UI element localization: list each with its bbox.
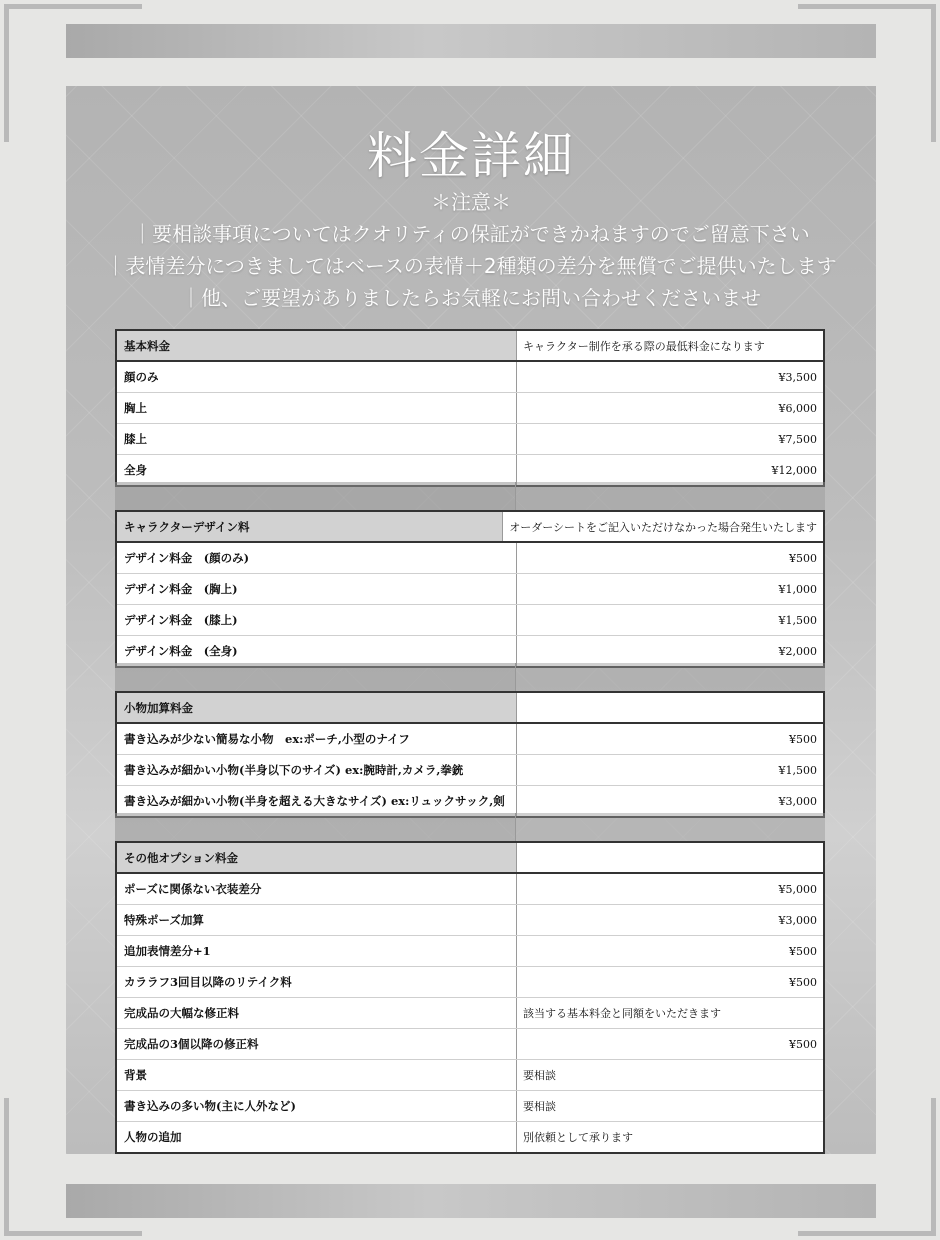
table-header-row [117,693,823,724]
row-label: デザイン料金 (膝上) [117,605,517,635]
table-row [117,604,823,635]
row-label: 書き込みが少ない簡易な小物 ex:ポーチ,小型のナイフ [117,724,517,754]
row-label: デザイン料金 (胸上) [117,574,517,604]
corner-bracket [4,1098,9,1236]
table-row [117,1090,823,1121]
table-row [117,785,823,816]
table-header-row [117,331,823,362]
corner-bracket [4,4,142,9]
row-note: 別依頼として承ります [523,1131,633,1144]
table-row [117,935,823,966]
row-price: ¥500 [789,551,817,565]
table-header-row [117,512,823,543]
table-row [117,362,823,392]
row-note: 要相談 [523,1069,556,1082]
corner-bracket [4,4,9,142]
row-price: ¥3,500 [778,370,817,384]
table-row [117,1121,823,1152]
table-spacer [115,482,825,510]
table-row [117,454,823,485]
row-label: 顔のみ [117,362,517,392]
basic-price-table [115,329,825,487]
table-header-label: 基本料金 [117,331,517,360]
price-panel [66,86,876,1154]
table-header-note: オーダーシートをご記入いただけなかった場合発生いたします [509,520,817,534]
row-label: 特殊ポーズ加算 [117,905,517,935]
row-label: 完成品の3個以降の修正料 [117,1029,517,1059]
notes-block [66,186,876,314]
notes-line: ｜表情差分につきましてはベースの表情＋2種類の差分を無償でご提供いたします [105,254,837,278]
row-label: 背景 [117,1060,517,1090]
notes-line: ｜他、ご要望がありましたらお気軽にお問い合わせくださいませ [181,286,761,310]
table-row [117,1028,823,1059]
notes-line: ｜要相談事項についてはクオリティの保証ができかねますのでご留意下さい [132,222,810,246]
design-price-table [115,510,825,668]
row-price: ¥1,500 [778,613,817,627]
table-row [117,966,823,997]
row-price: ¥2,000 [778,644,817,658]
table-header-label: その他オプション料金 [117,843,517,872]
row-label: 完成品の大幅な修正料 [117,998,517,1028]
corner-bracket [931,1098,936,1236]
table-row [117,392,823,423]
corner-bracket [798,4,936,9]
row-price: ¥7,500 [778,432,817,446]
row-price: ¥5,000 [778,882,817,896]
row-price: ¥6,000 [778,401,817,415]
row-label: デザイン料金 (顔のみ) [117,543,517,573]
table-row [117,874,823,904]
table-row [117,754,823,785]
row-label: 書き込みが細かい小物(半身以下のサイズ) ex:腕時計,カメラ,拳銃 [117,755,517,785]
table-header-label: キャラクターデザイン料 [117,512,503,541]
row-price: ¥12,000 [771,463,817,477]
row-price: ¥500 [789,732,817,746]
table-row [117,724,823,754]
accessory-price-table [115,691,825,818]
table-header-note [517,693,823,722]
option-price-table [115,841,825,1154]
row-price: ¥500 [789,975,817,989]
row-label: ポーズに関係ない衣装差分 [117,874,517,904]
table-row [117,635,823,666]
row-price: ¥1,000 [778,582,817,596]
row-price: ¥3,000 [778,913,817,927]
page-title: 料金詳細 [367,127,575,185]
row-price: ¥1,500 [778,763,817,777]
row-note: 要相談 [523,1100,556,1113]
corner-bracket [931,4,936,142]
row-price: ¥500 [789,1037,817,1051]
table-spacer [115,663,825,691]
table-row [117,423,823,454]
row-label: 人物の追加 [117,1122,517,1152]
table-header-note: キャラクター制作を承る際の最低料金になります [523,339,765,353]
row-price: ¥500 [789,944,817,958]
row-label: 膝上 [117,424,517,454]
table-header-row [117,843,823,874]
table-row [117,543,823,573]
row-label: 追加表情差分+1 [117,936,517,966]
table-row [117,573,823,604]
row-label: 全身 [117,455,517,485]
row-price: ¥3,000 [778,794,817,808]
table-header-note [517,843,823,872]
row-label: 胸上 [117,393,517,423]
row-label: 書き込みの多い物(主に人外など) [117,1091,517,1121]
row-note: 該当する基本料金と同額をいただきます [523,1007,721,1020]
bottom-decor-band [66,1184,876,1218]
notes-heading: ＊注意＊ [431,190,511,214]
corner-bracket [4,1231,142,1236]
table-row [117,997,823,1028]
table-row [117,904,823,935]
table-spacer [115,813,825,841]
row-label: カララフ3回目以降のリテイク料 [117,967,517,997]
table-header-label: 小物加算料金 [117,693,517,722]
row-label: デザイン料金 (全身) [117,636,517,666]
table-row [117,1059,823,1090]
top-decor-band [66,24,876,58]
corner-bracket [798,1231,936,1236]
row-label: 書き込みが細かい小物(半身を超える大きなサイズ) ex:リュックサック,剣 [117,786,517,816]
